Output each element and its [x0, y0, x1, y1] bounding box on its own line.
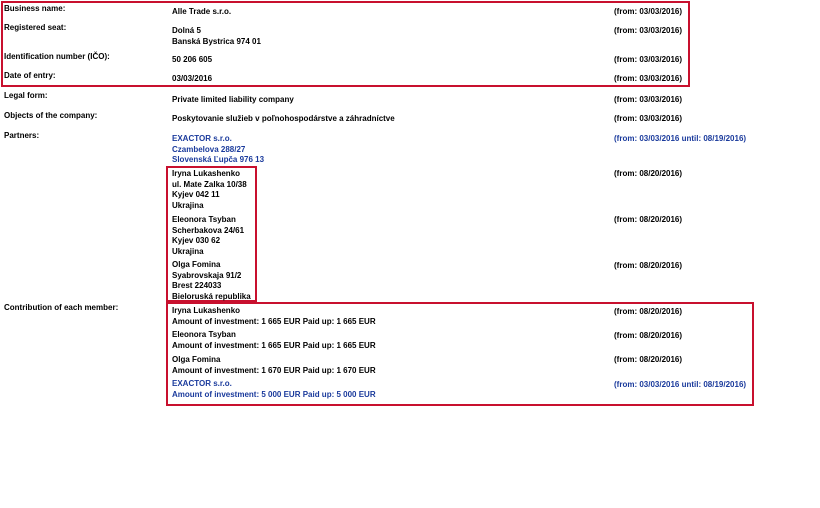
partner-city: Slovenská Ľupča 976 13: [172, 155, 265, 164]
business-name-value: Alle Trade s.r.o.: [172, 7, 232, 16]
partner-name: Iryna Lukashenko: [172, 169, 241, 178]
partner-city: Kyjev 042 11: [172, 190, 220, 199]
partner-name: Eleonora Tsyban: [172, 215, 236, 224]
label-partners: Partners:: [4, 131, 40, 140]
legal-form-value: Private limited liability company: [172, 95, 294, 104]
partner-street: Czambelova 288/27: [172, 144, 246, 154]
contribution-iryna-from: (from: 08/20/2016): [614, 307, 683, 316]
contribution-amount: Amount of investment: 1 665 EUR Paid up: 1 665 EUR: [172, 340, 376, 350]
label-ico: Identification number (IČO):: [4, 52, 110, 61]
partner-name: EXACTOR s.r.o.: [172, 134, 232, 143]
partner-country: Ukrajina: [172, 246, 204, 256]
objects-value: Poskytovanie služieb v poľnohospodárstve a záhradníctve: [172, 114, 395, 123]
partner-city: Kyjev 030 62: [172, 236, 221, 245]
label-objects: Objects of the company:: [4, 111, 98, 120]
contribution-name: Olga Fomina: [172, 355, 221, 364]
partner-iryna-from: (from: 08/20/2016): [614, 169, 683, 178]
registered-seat-from: (from: 03/03/2016): [614, 26, 683, 35]
partner-city: Brest 224033: [172, 281, 222, 290]
business-name-from: (from: 03/03/2016): [614, 7, 683, 16]
contribution-eleonora-from: (from: 08/20/2016): [614, 331, 683, 340]
partner-iryna: [172, 169, 247, 211]
partner-olga: [172, 260, 251, 302]
registered-seat-value: [172, 26, 261, 47]
legal-form-from: (from: 03/03/2016): [614, 95, 683, 104]
label-legal-form: Legal form:: [4, 91, 48, 100]
contribution-name: Iryna Lukashenko: [172, 306, 241, 315]
partner-eleonora-from: (from: 08/20/2016): [614, 215, 683, 224]
partner-street: Syabrovskaja 91/2: [172, 270, 242, 280]
label-contribution: Contribution of each member:: [4, 303, 119, 312]
contribution-amount: Amount of investment: 5 000 EUR Paid up: 5 000 EUR: [172, 389, 376, 399]
contribution-exactor: [172, 379, 376, 400]
contribution-name: EXACTOR s.r.o.: [172, 379, 232, 388]
registered-seat-street: Dolná 5: [172, 26, 201, 35]
contribution-name: Eleonora Tsyban: [172, 330, 236, 339]
date-of-entry-value: 03/03/2016: [172, 74, 213, 83]
partner-street: Scherbakova 24/61: [172, 225, 245, 235]
partner-olga-from: (from: 08/20/2016): [614, 261, 683, 270]
contribution-amount: Amount of investment: 1 670 EUR Paid up: 1 670 EUR: [172, 365, 376, 375]
highlight-box-basic-info: [1, 1, 690, 87]
ico-value: 50 206 605: [172, 55, 213, 64]
objects-from: (from: 03/03/2016): [614, 114, 683, 123]
label-registered-seat: Registered seat:: [4, 23, 67, 32]
contribution-iryna: [172, 306, 376, 327]
partner-exactor-from: (from: 03/03/2016 until: 08/19/2016): [614, 134, 747, 143]
contribution-olga-from: (from: 08/20/2016): [614, 355, 683, 364]
contribution-olga: [172, 355, 376, 376]
partner-street: ul. Mate Zalka 10/38: [172, 179, 247, 189]
partner-eleonora: [172, 215, 244, 257]
registered-seat-city: Banská Bystrica 974 01: [172, 36, 261, 46]
contribution-amount: Amount of investment: 1 665 EUR Paid up: 1 665 EUR: [172, 316, 376, 326]
partner-country: Bieloruská republika: [172, 291, 251, 301]
date-of-entry-from: (from: 03/03/2016): [614, 74, 683, 83]
partner-country: Ukrajina: [172, 200, 204, 210]
contribution-eleonora: [172, 330, 376, 351]
ico-from: (from: 03/03/2016): [614, 55, 683, 64]
partner-name: Olga Fomina: [172, 260, 221, 269]
contribution-exactor-from: (from: 03/03/2016 until: 08/19/2016): [614, 380, 747, 389]
label-date-of-entry: Date of entry:: [4, 71, 56, 80]
partner-exactor: [172, 134, 264, 166]
label-business-name: Business name:: [4, 4, 66, 13]
